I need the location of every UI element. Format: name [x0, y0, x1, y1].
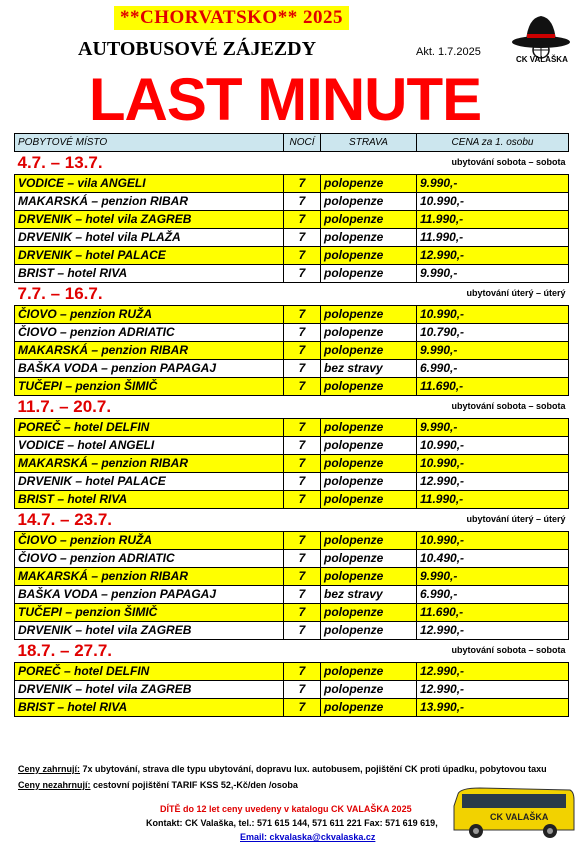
nights-cell: 7	[284, 532, 321, 550]
price-cell: 12.990,-	[417, 681, 569, 699]
price-cell: 10.990,-	[417, 532, 569, 550]
section-date-row	[15, 396, 569, 419]
price-cell: 12.990,-	[417, 663, 569, 681]
food-cell: polopenze	[321, 265, 417, 283]
section-note: ubytování sobota – sobota	[451, 400, 566, 411]
price-cell: 9.990,-	[417, 568, 569, 586]
section-date-row	[15, 283, 569, 306]
food-cell: polopenze	[321, 622, 417, 640]
place-cell: POREČ – hotel DELFIN	[15, 419, 284, 437]
nights-cell: 7	[284, 568, 321, 586]
price-cell: 9.990,-	[417, 265, 569, 283]
table-row	[15, 604, 569, 622]
food-cell: polopenze	[321, 473, 417, 491]
nights-cell: 7	[284, 324, 321, 342]
section-date: 11.7. – 20.7.	[17, 396, 112, 416]
nights-cell: 7	[284, 247, 321, 265]
place-cell: DRVENIK – hotel PALACE	[15, 473, 284, 491]
section-date-row	[15, 640, 569, 663]
table-row	[15, 622, 569, 640]
table-row	[15, 229, 569, 247]
section-note: ubytování sobota – sobota	[451, 156, 566, 167]
table-row	[15, 455, 569, 473]
section-date-row	[15, 152, 569, 175]
food-cell: bez stravy	[321, 586, 417, 604]
section-date: 4.7. – 13.7.	[17, 152, 103, 172]
price-cell: 9.990,-	[417, 419, 569, 437]
nights-cell: 7	[284, 306, 321, 324]
place-cell: ČIOVO – penzion ADRIATIC	[15, 550, 284, 568]
price-cell: 10.790,-	[417, 324, 569, 342]
place-cell: DRVENIK – hotel PALACE	[15, 247, 284, 265]
place-cell: DRVENIK – hotel vila ZAGREB	[15, 681, 284, 699]
contact-info: Kontakt: CK Valaška, tel.: 571 615 144, 571 611 221 Fax: 571 619 619,	[146, 818, 438, 828]
child-note: DÍTĚ do 12 let ceny uvedeny v katalogu CK VALAŠKA 2025	[160, 804, 412, 814]
nights-cell: 7	[284, 586, 321, 604]
place-cell: BRIST – hotel RIVA	[15, 265, 284, 283]
nights-cell: 7	[284, 342, 321, 360]
nights-cell: 7	[284, 419, 321, 437]
section-date: 18.7. – 27.7.	[17, 640, 113, 660]
section-note: ubytování úterý – úterý	[466, 287, 566, 298]
nights-cell: 7	[284, 211, 321, 229]
place-cell: VODICE – vila ANGELI	[15, 175, 284, 193]
logo-text: CK VALAŠKA	[516, 55, 568, 64]
price-cell: 10.490,-	[417, 550, 569, 568]
table-row	[15, 532, 569, 550]
price-includes: Ceny zahrnují: 7x ubytování, strava dle typu ubytování, dopravu lux. autobusem, pojištění CK proti úpadku, pobytovou taxu	[18, 764, 547, 774]
price-cell: 13.990,-	[417, 699, 569, 717]
price-cell: 11.690,-	[417, 378, 569, 396]
price-cell: 12.990,-	[417, 473, 569, 491]
nights-cell: 7	[284, 360, 321, 378]
price-cell: 6.990,-	[417, 586, 569, 604]
price-cell: 12.990,-	[417, 622, 569, 640]
price-cell: 9.990,-	[417, 175, 569, 193]
place-cell: TUČEPI – penzion ŠIMIČ	[15, 378, 284, 396]
food-cell: polopenze	[321, 247, 417, 265]
nights-cell: 7	[284, 265, 321, 283]
place-cell: VODICE – hotel ANGELI	[15, 437, 284, 455]
table-row	[15, 491, 569, 509]
table-row	[15, 247, 569, 265]
nights-cell: 7	[284, 378, 321, 396]
bus-icon	[450, 786, 576, 840]
nights-cell: 7	[284, 175, 321, 193]
price-cell: 10.990,-	[417, 306, 569, 324]
food-cell: polopenze	[321, 604, 417, 622]
place-cell: POREČ – hotel DELFIN	[15, 663, 284, 681]
place-cell: MAKARSKÁ – penzion RIBAR	[15, 568, 284, 586]
place-cell: MAKARSKÁ – penzion RIBAR	[15, 193, 284, 211]
nights-cell: 7	[284, 437, 321, 455]
price-cell: 11.690,-	[417, 604, 569, 622]
place-cell: BAŠKA VODA – penzion PAPAGAJ	[15, 360, 284, 378]
place-cell: TUČEPI – penzion ŠIMIČ	[15, 604, 284, 622]
bus-brand-text: CK VALAŠKA	[490, 812, 549, 822]
table-row	[15, 342, 569, 360]
offers-table	[14, 133, 569, 717]
price-cell: 11.990,-	[417, 211, 569, 229]
nights-cell: 7	[284, 229, 321, 247]
price-cell: 10.990,-	[417, 193, 569, 211]
place-cell: ČIOVO – penzion ADRIATIC	[15, 324, 284, 342]
food-cell: polopenze	[321, 568, 417, 586]
table-row	[15, 681, 569, 699]
food-cell: polopenze	[321, 324, 417, 342]
food-cell: bez stravy	[321, 360, 417, 378]
nights-cell: 7	[284, 455, 321, 473]
subtitle: AUTOBUSOVÉ ZÁJEZDY	[78, 38, 317, 60]
update-date: Akt. 1.7.2025	[416, 46, 481, 58]
table-row	[15, 568, 569, 586]
price-cell: 6.990,-	[417, 360, 569, 378]
food-cell: polopenze	[321, 342, 417, 360]
nights-cell: 7	[284, 681, 321, 699]
food-cell: polopenze	[321, 229, 417, 247]
price-excludes: Ceny nezahrnují: cestovní pojištění TARIF KSS 52,-Kč/den /osoba	[18, 780, 298, 790]
section-note: ubytování úterý – úterý	[466, 513, 566, 524]
table-row	[15, 324, 569, 342]
col-place: POBYTOVÉ MÍSTO	[15, 134, 284, 152]
place-cell: ČIOVO – penzion RUŽA	[15, 532, 284, 550]
place-cell: BRIST – hotel RIVA	[15, 491, 284, 509]
food-cell: polopenze	[321, 211, 417, 229]
col-price: CENA za 1. osobu	[417, 134, 569, 152]
logo-hat-icon	[510, 8, 572, 60]
food-cell: polopenze	[321, 193, 417, 211]
table-row	[15, 550, 569, 568]
place-cell: MAKARSKÁ – penzion RIBAR	[15, 455, 284, 473]
food-cell: polopenze	[321, 663, 417, 681]
food-cell: polopenze	[321, 455, 417, 473]
table-row	[15, 265, 569, 283]
nights-cell: 7	[284, 473, 321, 491]
table-row	[15, 193, 569, 211]
place-cell: ČIOVO – penzion RUŽA	[15, 306, 284, 324]
nights-cell: 7	[284, 699, 321, 717]
last-minute-title: LAST MINUTE	[88, 66, 482, 133]
price-cell: 9.990,-	[417, 342, 569, 360]
price-cell: 12.990,-	[417, 247, 569, 265]
food-cell: polopenze	[321, 175, 417, 193]
food-cell: polopenze	[321, 491, 417, 509]
nights-cell: 7	[284, 622, 321, 640]
section-date-row	[15, 509, 569, 532]
table-row	[15, 473, 569, 491]
email-link[interactable]: Email: ckvalaska@ckvalaska.cz	[240, 832, 376, 842]
price-cell: 10.990,-	[417, 455, 569, 473]
price-cell: 10.990,-	[417, 437, 569, 455]
table-row	[15, 211, 569, 229]
food-cell: polopenze	[321, 699, 417, 717]
place-cell: BRIST – hotel RIVA	[15, 699, 284, 717]
place-cell: DRVENIK – hotel vila PLAŽA	[15, 229, 284, 247]
nights-cell: 7	[284, 193, 321, 211]
place-cell: BAŠKA VODA – penzion PAPAGAJ	[15, 586, 284, 604]
table-row	[15, 175, 569, 193]
section-date: 14.7. – 23.7.	[17, 509, 113, 529]
table-row	[15, 306, 569, 324]
price-cell: 11.990,-	[417, 491, 569, 509]
place-cell: DRVENIK – hotel vila ZAGREB	[15, 211, 284, 229]
food-cell: polopenze	[321, 681, 417, 699]
food-cell: polopenze	[321, 532, 417, 550]
table-row	[15, 437, 569, 455]
food-cell: polopenze	[321, 550, 417, 568]
table-row	[15, 360, 569, 378]
table-row	[15, 586, 569, 604]
nights-cell: 7	[284, 550, 321, 568]
section-note: ubytování sobota – sobota	[451, 644, 566, 655]
col-food: STRAVA	[321, 134, 417, 152]
top-title: **CHORVATSKO** 2025	[114, 6, 349, 30]
table-header	[15, 134, 569, 152]
nights-cell: 7	[284, 663, 321, 681]
table-row	[15, 663, 569, 681]
place-cell: MAKARSKÁ – penzion RIBAR	[15, 342, 284, 360]
table-row	[15, 378, 569, 396]
food-cell: polopenze	[321, 419, 417, 437]
nights-cell: 7	[284, 491, 321, 509]
section-date: 7.7. – 16.7.	[17, 283, 103, 303]
food-cell: polopenze	[321, 306, 417, 324]
food-cell: polopenze	[321, 378, 417, 396]
table-row	[15, 419, 569, 437]
table-row	[15, 699, 569, 717]
place-cell: DRVENIK – hotel vila ZAGREB	[15, 622, 284, 640]
food-cell: polopenze	[321, 437, 417, 455]
col-nights: NOCÍ	[284, 134, 321, 152]
price-cell: 11.990,-	[417, 229, 569, 247]
nights-cell: 7	[284, 604, 321, 622]
